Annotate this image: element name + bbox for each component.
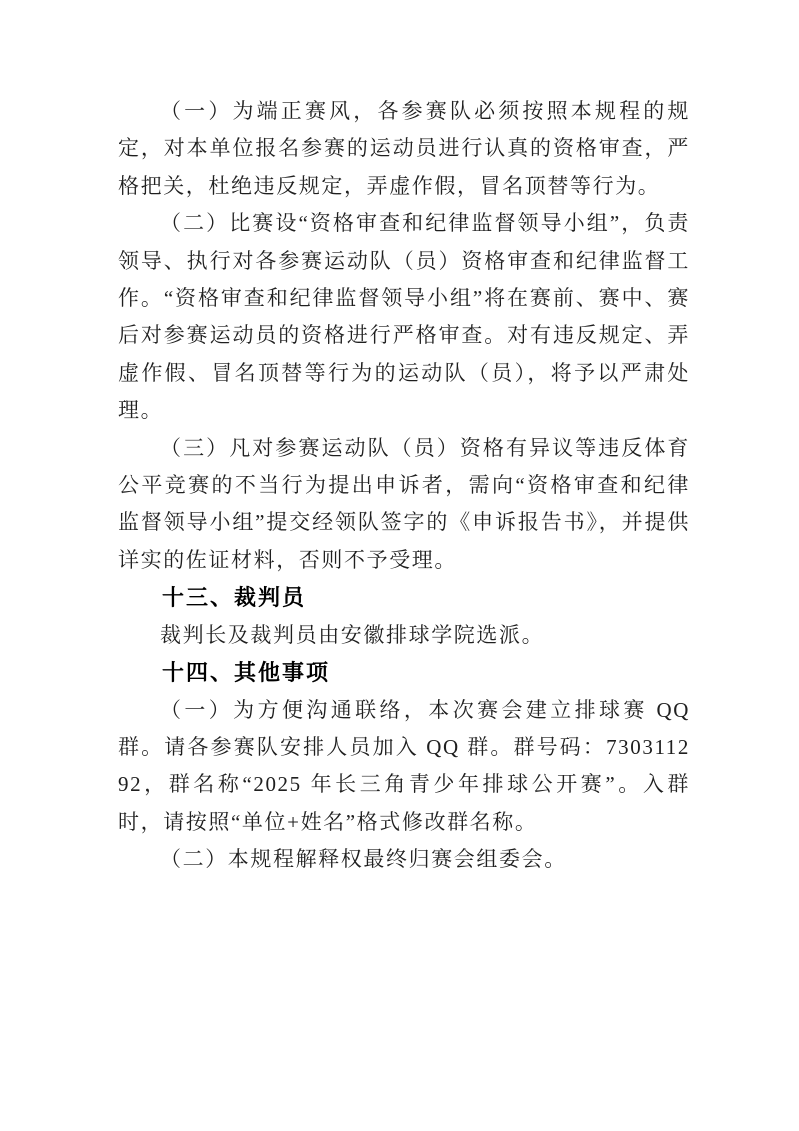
section-heading: 十三、裁判员 (162, 585, 307, 611)
paragraph: （二）本规程解释权最终归赛会组委会。 (160, 847, 567, 872)
paragraph: （三）凡对参赛运动队（员）资格有异议等违反体育公平竞赛的不当行为提出申诉者，需向“资格审查和纪律监督领导小组”提交经领队签字的《申诉报告书》，并提供详实的佐证材料，否则不予受理。 (118, 435, 690, 572)
document-body (118, 93, 690, 879)
paragraph: （一）为方便沟通联络，本次赛会建立排球赛 QQ 群。请各参赛队安排人员加入 QQ 群。群号码：730311292，群名称“2025 年长三角青少年排球公开赛”。入群时，请按照“单位+姓名”格式修改群名称。 (118, 697, 690, 834)
section-heading: 十四、其他事项 (162, 660, 331, 686)
paragraph: （二）比赛设“资格审查和纪律监督领导小组”，负责领导、执行对各参赛运动队（员）资格审查和纪律监督工作。“资格审查和纪律监督领导小组”将在赛前、赛中、赛后对参赛运动员的资格进行严格审查。对有违反规定、弄虚作假、冒名顶替等行为的运动队（员），将予以严肃处理。 (118, 211, 690, 423)
paragraph: （一）为端正赛风，各参赛队必须按照本规程的规定，对本单位报名参赛的运动员进行认真的资格审查，严格把关，杜绝违反规定，弄虚作假，冒名顶替等行为。 (118, 99, 690, 198)
paragraph: 裁判长及裁判员由安徽排球学院选派。 (160, 622, 545, 647)
